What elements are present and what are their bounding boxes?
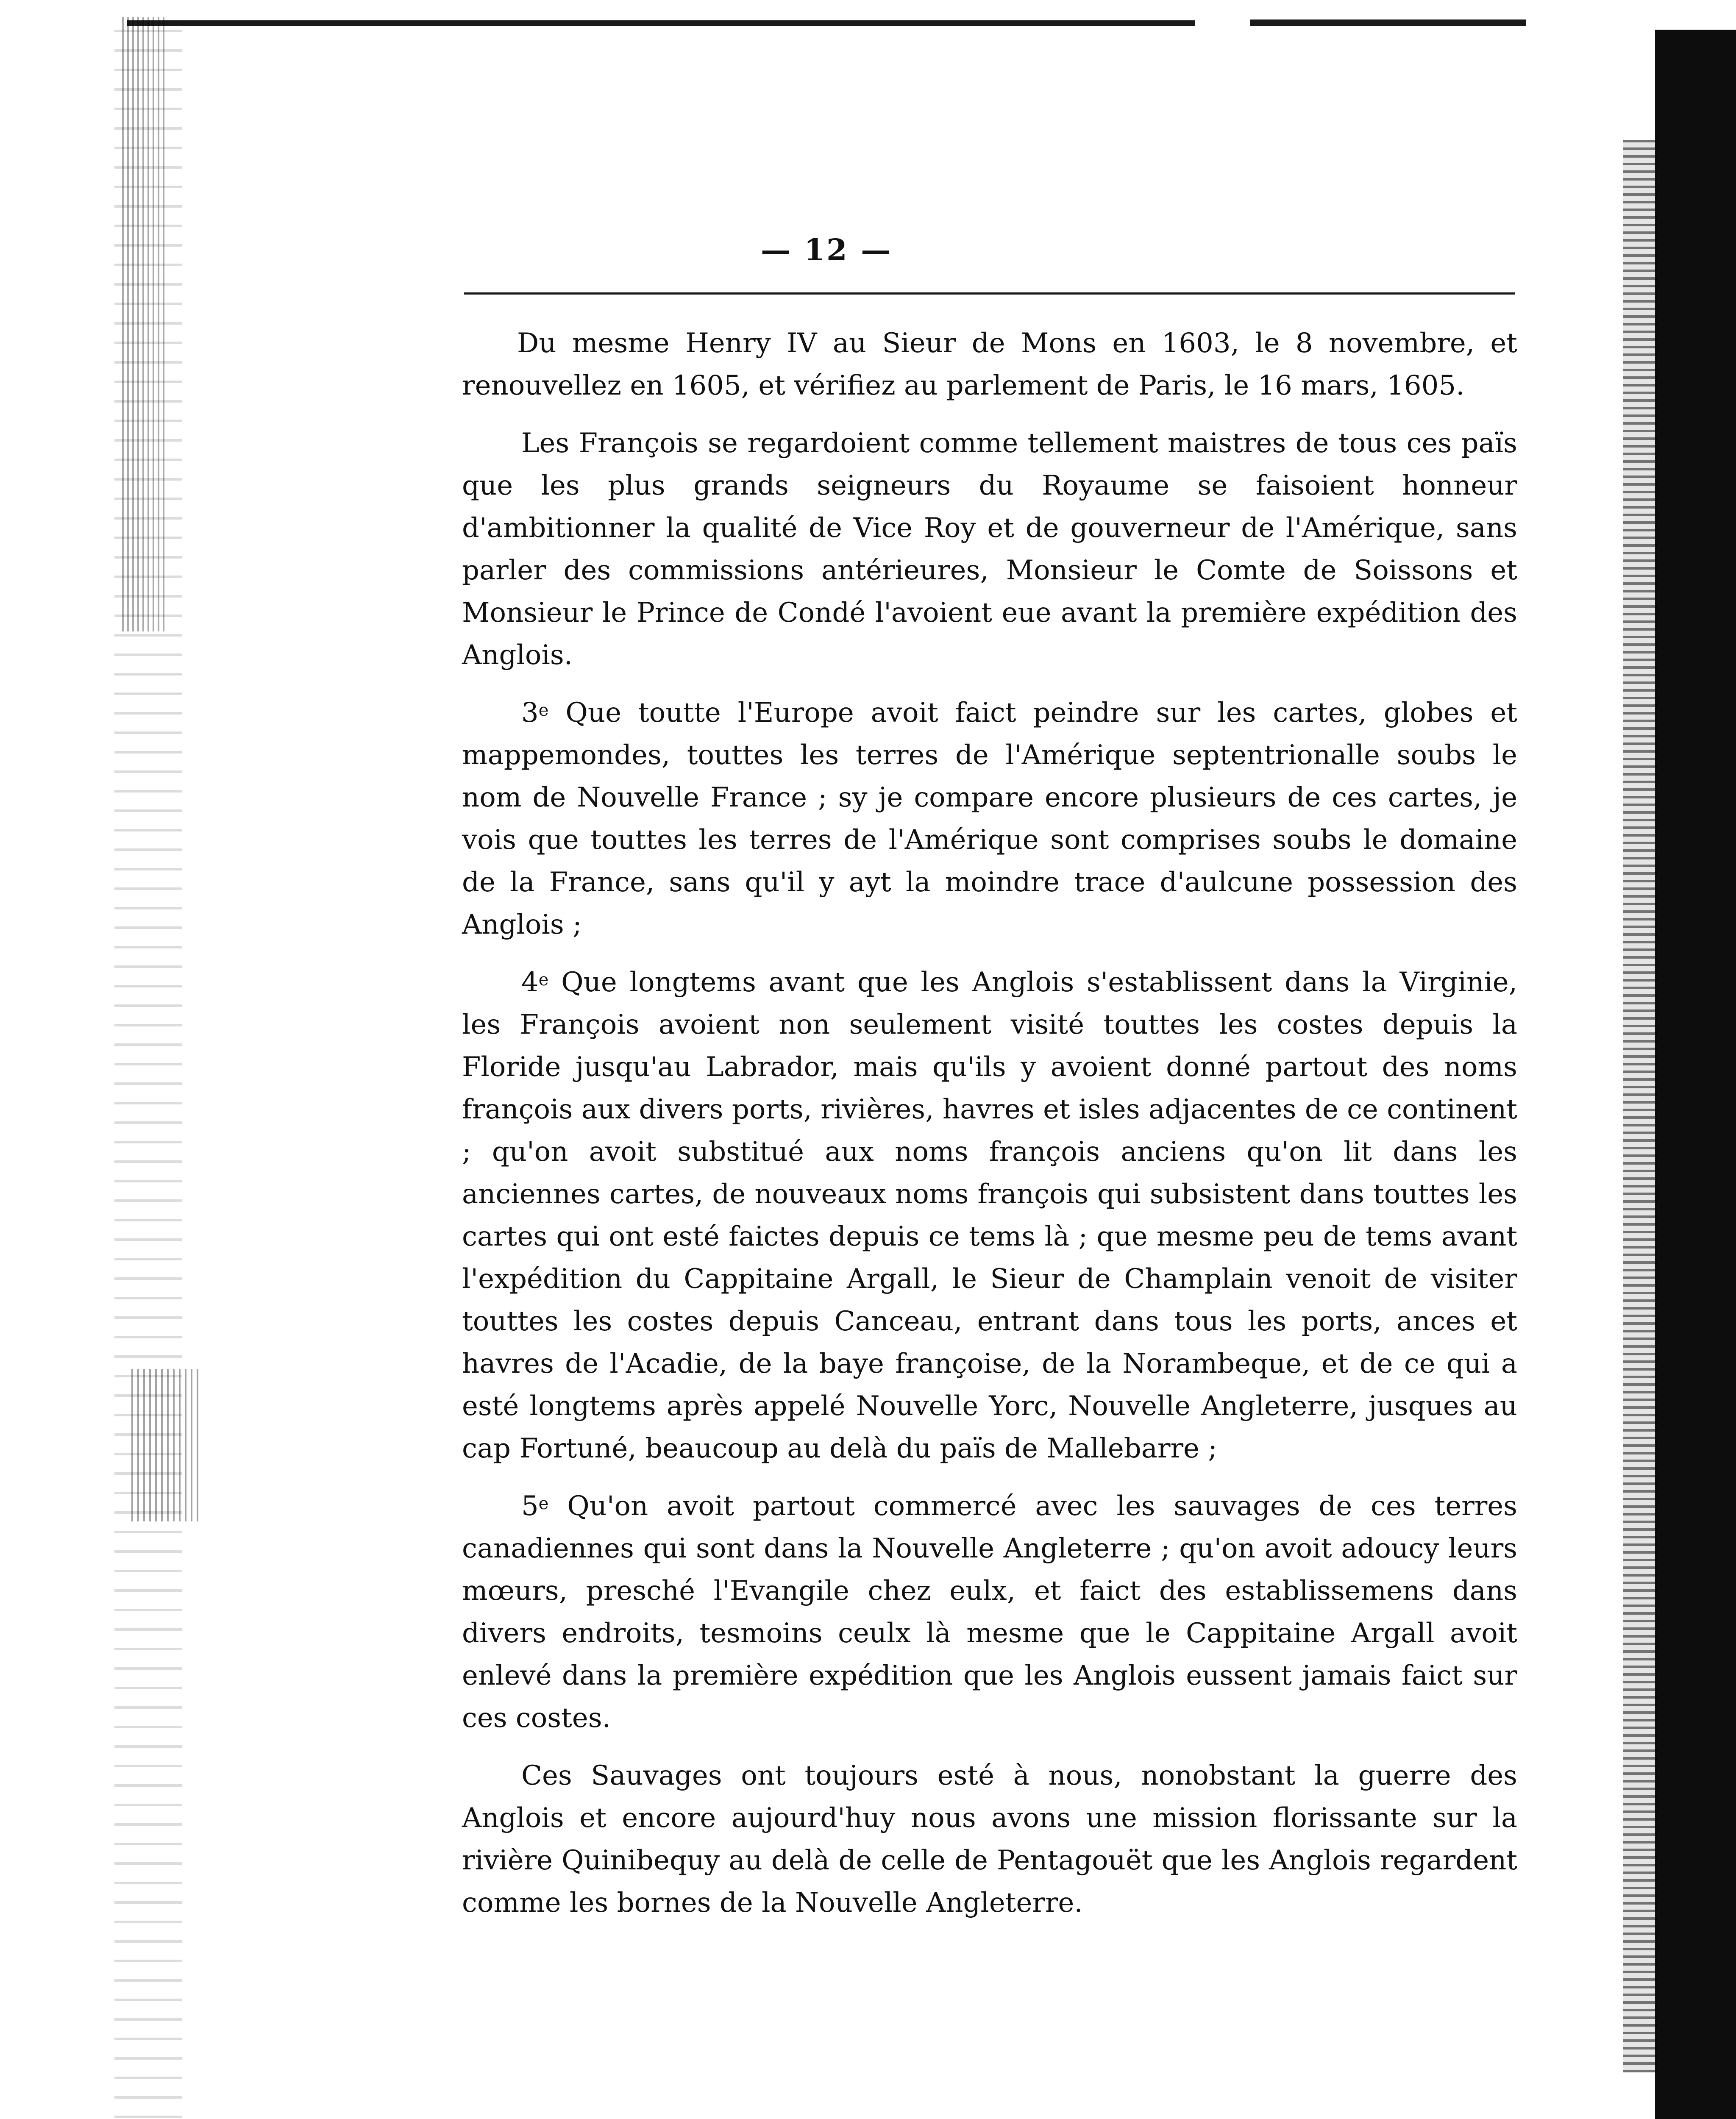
scan-top-rule xyxy=(127,20,1195,26)
scan-top-rule-right xyxy=(1250,19,1526,26)
scan-left-edge-dark xyxy=(119,17,165,631)
paragraph-3 xyxy=(462,692,1517,946)
paragraph-4-ordinal: 4 xyxy=(521,967,539,998)
paragraph-3-text: Que toutte l'Europe avoit faict peindre sur les cartes, globes et mappemondes, touttes les terres de l'Amérique septentrionalle soubs le nom de Nouvelle France ; sy je compare encore plusieurs de ces cartes, je vois que touttes les terres de l'Amérique sont comprises soubs le domaine de la France, sans qu'il y ayt la moindre trace d'aulcune possession des Anglois ; xyxy=(462,697,1517,940)
paragraph-5-ordinal-sup: e xyxy=(538,1494,549,1513)
paragraph-1 xyxy=(462,322,1517,407)
paragraph-5-ordinal: 5 xyxy=(521,1491,539,1522)
paragraph-1-text: Du mesme Henry IV au Sieur de Mons en 1603, le 8 novembre, et renouvellez en 1605, et vérifiez au parlement de Paris, le 16 mars, 1605. xyxy=(462,328,1517,401)
paragraph-5 xyxy=(462,1485,1517,1739)
scan-right-edge xyxy=(1655,30,1736,2119)
paragraph-4-text: Que longtems avant que les Anglois s'establissent dans la Virginie, les François avoient non seulement visité touttes les costes depuis la Floride jusqu'au Labrador, mais qu'ils y avoient donné partout des noms françois aux divers ports, rivières, havres et isles adjacentes de ce continent ; qu'on avoit substitué aux noms françois anciens qu'on lit dans les anciennes cartes, de nouveaux noms françois qui subsistent dans touttes les cartes qui ont esté faictes depuis ce tems là ; que mesme peu de tems avant l'expédition du Cappitaine Argall, le Sieur de Champlain venoit de visiter touttes les costes depuis Canceau, entrant dans tous les ports, ances et havres de l'Acadie, de la baye françoise, de la Norambeque, et de ce qui a esté longtems après appelé Nouvelle Yorc, Nouvelle Angleterre, jusques au cap Fortuné, beaucoup au delà du païs de Mallebarre ; xyxy=(462,967,1517,1464)
page-number: — 12 — xyxy=(760,232,893,267)
paragraph-6 xyxy=(462,1755,1517,1924)
paragraph-3-ordinal-sup: e xyxy=(538,701,549,720)
header-rule xyxy=(464,292,1515,295)
paragraph-5-text: Qu'on avoit partout commercé avec les sauvages de ces terres canadiennes qui sont dans la Nouvelle Angleterre ; qu'on avoit adoucy leurs mœurs, presché l'Evangile chez eulx, et faict des establissemens dans divers endroits, tesmoins ceulx là mesme que le Cappitaine Argall avoit enlevé dans la première expédition que les Anglois eussent jamais faict sur ces costes. xyxy=(462,1491,1517,1734)
paragraph-4 xyxy=(462,961,1517,1470)
paragraph-2-text: Les François se regardoient comme tellement maistres de tous ces païs que les plus grands seigneurs du Royaume se faisoient honneur d'ambitionner la qualité de Vice Roy et de gouverneur de l'Amérique, sans parler des commissions antérieures, Monsieur le Comte de Soissons et Monsieur le Prince de Condé l'avoient eue avant la première expédition des Anglois. xyxy=(462,428,1517,671)
paragraph-3-ordinal: 3 xyxy=(521,697,539,729)
scan-right-edge-fringe xyxy=(1623,140,1657,2072)
paragraph-6-text: Ces Sauvages ont toujours esté à nous, nonobstant la guerre des Anglois et encore aujourd'huy nous avons une mission florissante sur la rivière Quinibequy au delà de celle de Pentagouët que les Anglois regardent comme les bornes de la Nouvelle Angleterre. xyxy=(462,1760,1517,1919)
paragraph-4-ordinal-sup: e xyxy=(538,970,549,990)
paragraph-2 xyxy=(462,422,1517,676)
page-body xyxy=(462,322,1517,1939)
scan-left-edge-mid xyxy=(127,1369,199,1521)
